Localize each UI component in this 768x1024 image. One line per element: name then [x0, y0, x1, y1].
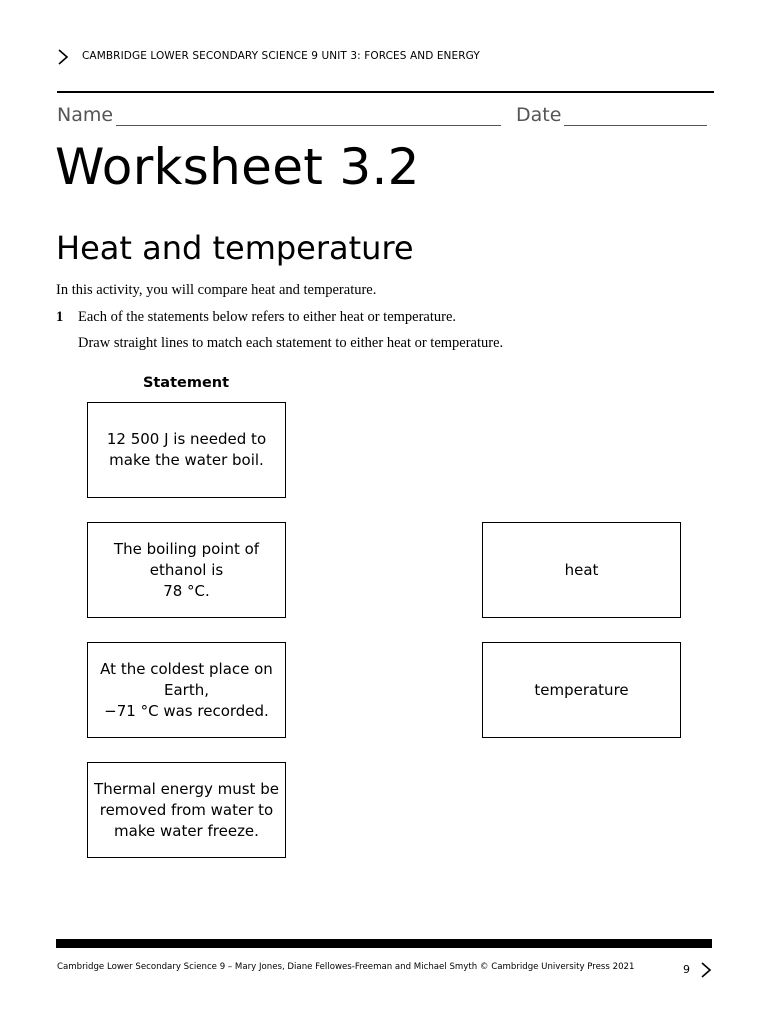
option-box-temperature[interactable]	[482, 642, 681, 738]
statement-text: At the coldest place on Earth, −71 °C was recorded.	[100, 659, 273, 720]
question-number: 1	[56, 309, 64, 325]
page-number: 9	[683, 963, 690, 976]
worksheet-subtitle: Heat and temperature	[56, 229, 414, 267]
footer-credit: Cambridge Lower Secondary Science 9 – Mary Jones, Diane Fellowes-Freeman and Michael Smyth © Cambridge University Press 2021	[57, 962, 635, 972]
statement-box-3[interactable]	[87, 642, 286, 738]
option-box-heat[interactable]	[482, 522, 681, 618]
name-field-line[interactable]	[116, 125, 501, 126]
date-field-line[interactable]	[564, 125, 707, 126]
option-label: temperature	[534, 680, 629, 699]
name-label: Name	[57, 104, 114, 126]
statement-box-1[interactable]	[87, 402, 286, 498]
statement-box-2[interactable]	[87, 522, 286, 618]
option-label: heat	[564, 560, 599, 579]
running-head: CAMBRIDGE LOWER SECONDARY SCIENCE 9 UNIT 3: FORCES AND ENERGY	[82, 50, 480, 62]
worksheet-title: Worksheet 3.2	[55, 138, 420, 196]
statement-text: The boiling point of ethanol is 78 °C.	[113, 539, 260, 600]
question-instruction: Draw straight lines to match each statement to either heat or temperature.	[78, 335, 504, 351]
question-text: Each of the statements below refers to either heat or temperature.	[78, 309, 457, 325]
header-rule	[57, 91, 714, 93]
intro-text: In this activity, you will compare heat and temperature.	[56, 282, 377, 298]
chevron-right-icon	[56, 48, 70, 66]
chevron-right-icon[interactable]	[700, 961, 712, 979]
statement-text: Thermal energy must be removed from water to make water freeze.	[94, 779, 279, 840]
statement-column-header: Statement	[142, 375, 230, 391]
statement-box-4[interactable]	[87, 762, 286, 858]
date-label: Date	[516, 104, 562, 126]
statement-text: 12 500 J is needed to make the water boil.	[106, 430, 267, 469]
footer-rule	[56, 939, 712, 948]
